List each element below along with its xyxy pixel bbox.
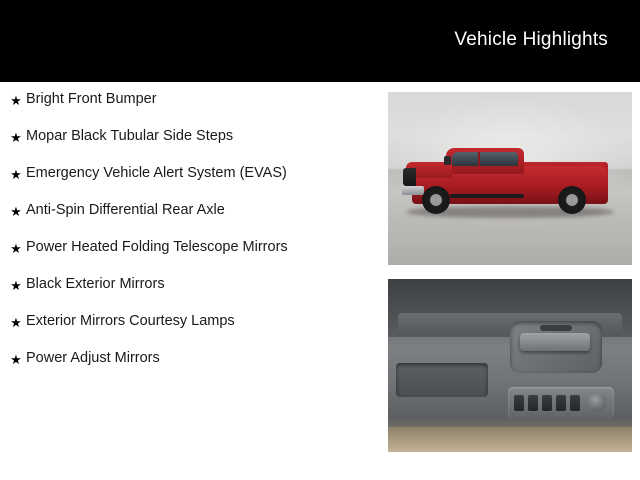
window-switch [570,395,580,411]
window-switch [556,395,566,411]
photo-column [388,92,632,466]
door-storage-pocket [396,363,488,397]
header-bar [0,0,640,82]
mirror-adjust-knob [588,393,606,411]
list-item-label: Emergency Vehicle Alert System (EVAS) [26,165,287,181]
page-title: Vehicle Highlights [454,29,608,50]
star-bullet-icon: ★ [10,241,22,256]
door-lower-trim [388,427,632,452]
star-bullet-icon: ★ [10,130,22,145]
red-pickup-truck-photo [388,92,632,265]
list-item-label: Black Exterior Mirrors [26,276,165,292]
star-bullet-icon: ★ [10,352,22,367]
truck-windows [452,152,518,166]
star-bullet-icon: ★ [10,315,22,330]
list-item [6,90,376,110]
window-switch [528,395,538,411]
star-bullet-icon: ★ [10,167,22,182]
truck-side-step [450,194,524,198]
window-switch [542,395,552,411]
truck-front-wheel [422,186,450,214]
list-item-label: Anti-Spin Differential Rear Axle [26,202,225,218]
window-switch-panel [508,387,614,419]
door-pull-handle [520,333,590,351]
list-item [6,349,376,369]
star-bullet-icon: ★ [10,204,22,219]
list-item-label: Power Heated Folding Telescope Mirrors [26,239,288,255]
truck-mirror [444,156,451,165]
door-lock-buttons [540,325,572,331]
list-item-label: Exterior Mirrors Courtesy Lamps [26,313,235,329]
list-item-label: Bright Front Bumper [26,91,157,107]
truck-rear-wheel [558,186,586,214]
content-area [0,82,640,480]
truck-illustration [402,144,618,220]
list-item [6,201,376,221]
truck-grille [403,168,416,186]
list-item [6,164,376,184]
star-bullet-icon: ★ [10,93,22,108]
list-item [6,238,376,258]
list-item [6,312,376,332]
list-item [6,127,376,147]
door-panel-controls-photo [388,279,632,452]
window-switch [514,395,524,411]
list-item-label: Mopar Black Tubular Side Steps [26,128,234,144]
feature-list [6,90,376,386]
list-item [6,275,376,295]
list-item-label: Power Adjust Mirrors [26,350,160,366]
star-bullet-icon: ★ [10,278,22,293]
truck-front-bumper [402,186,424,195]
